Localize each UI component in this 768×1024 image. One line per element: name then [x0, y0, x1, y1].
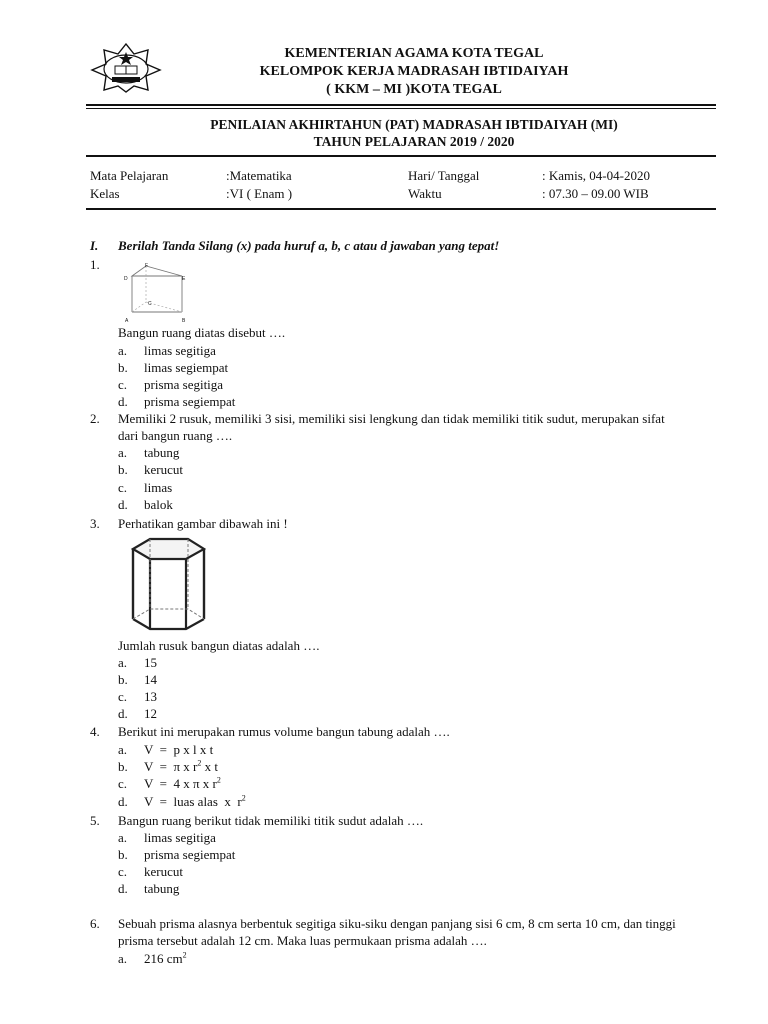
option-c[interactable] — [118, 688, 157, 705]
vertex-label-f: F — [145, 263, 149, 269]
question-5 — [90, 812, 690, 902]
question-text: Bangun ruang diatas disebut …. — [118, 325, 286, 340]
option-letter: d. — [118, 497, 128, 512]
option-text: 12 — [144, 706, 157, 721]
question-text: Memiliki 2 rusuk, memiliki 3 sisi, memiliki sisi lengkung dan tidak memiliki titik sudut, merupakan sifat dari bangun ruang …. — [118, 411, 665, 443]
question-text-2: Jumlah rusuk bangun diatas adalah …. — [118, 638, 320, 653]
option-text: balok — [144, 497, 173, 512]
exponent: 2 — [182, 950, 187, 960]
kelas-value: :VI ( Enam ) — [226, 186, 293, 201]
exponent: 2 — [216, 775, 221, 785]
option-letter: a. — [118, 445, 128, 460]
question-text: Perhatikan gambar dibawah ini ! — [118, 516, 288, 531]
pentagonal-prism-figure — [128, 535, 218, 635]
question-text: Berikut ini merupakan rumus volume bangun tabung adalah …. — [118, 724, 450, 739]
mapel-label: Mata Pelajaran — [90, 168, 169, 183]
option-letter: b. — [118, 360, 128, 375]
option-c[interactable] — [118, 479, 172, 496]
option-b[interactable] — [118, 758, 218, 775]
option-letter: d. — [118, 881, 128, 896]
option-letter: c. — [118, 480, 128, 495]
option-letter: a. — [118, 655, 128, 670]
option-letter: b. — [118, 462, 128, 477]
option-text: 216 cm — [144, 951, 183, 966]
option-a[interactable] — [118, 342, 216, 359]
question-3 — [90, 515, 690, 725]
option-letter: a. — [118, 951, 128, 966]
question-text: Sebuah prisma alasnya berbentuk segitiga siku-siku dengan panjang sisi 6 cm, 8 cm serta 10 cm, dan tinggi prisma tersebut adalah 12 cm. Maka luas permukaan prisma adalah …. — [118, 916, 676, 948]
option-letter: c. — [118, 864, 128, 879]
vertex-label-b: B — [182, 318, 186, 324]
waktu-label: Waktu — [408, 186, 442, 201]
question-number: 3. — [90, 516, 100, 531]
option-c[interactable] — [118, 376, 223, 393]
option-b[interactable] — [118, 846, 235, 863]
option-letter: d. — [118, 394, 128, 409]
option-text: V = luas alas x r — [144, 794, 242, 809]
option-d[interactable] — [118, 880, 179, 897]
option-text: 14 — [144, 672, 157, 687]
option-text: V = p x l x t — [144, 742, 214, 757]
exponent: 2 — [197, 758, 202, 768]
question-number: 2. — [90, 411, 100, 426]
option-a[interactable] — [118, 950, 187, 967]
option-a[interactable] — [118, 654, 157, 671]
exam-year: TAHUN PELAJARAN 2019 / 2020 — [313, 134, 515, 149]
option-d[interactable] — [118, 393, 235, 410]
option-text: kerucut — [144, 462, 183, 477]
option-text: tabung — [144, 445, 180, 460]
option-d[interactable] — [118, 496, 173, 513]
question-4 — [90, 723, 690, 813]
question-6 — [90, 915, 690, 975]
section-number: I. — [90, 238, 99, 253]
kelas-label: Kelas — [90, 186, 120, 201]
title-rule — [86, 155, 716, 157]
option-text: 15 — [144, 655, 157, 670]
option-letter: c. — [118, 689, 128, 704]
header-city: ( KKM – MI )KOTA TEGAL — [326, 82, 502, 97]
vertex-label-d: D — [124, 276, 128, 282]
option-d[interactable] — [118, 705, 157, 722]
option-text: V = π x r — [144, 759, 198, 774]
option-letter: c. — [118, 776, 128, 791]
vertex-label-a: A — [125, 318, 129, 324]
question-number: 6. — [90, 916, 100, 931]
option-letter: a. — [118, 742, 128, 757]
option-text: prisma segiempat — [144, 847, 236, 862]
vertex-label-c: C — [148, 301, 152, 307]
exponent: 2 — [241, 793, 246, 803]
mapel-value: :Matematika — [226, 168, 292, 183]
option-a[interactable] — [118, 829, 216, 846]
option-a[interactable] — [118, 444, 179, 461]
hari-label: Hari/ Tanggal — [408, 168, 480, 183]
option-letter: b. — [118, 672, 128, 687]
option-text: prisma segiempat — [144, 394, 236, 409]
header-kkm: KELOMPOK KERJA MADRASAH IBTIDAIYAH — [259, 64, 569, 79]
question-number: 1. — [90, 257, 100, 272]
option-text: kerucut — [144, 864, 183, 879]
option-b[interactable] — [118, 359, 228, 376]
question-number: 4. — [90, 724, 100, 739]
option-text: limas — [144, 480, 173, 495]
option-text: 13 — [144, 689, 157, 704]
option-letter: a. — [118, 830, 128, 845]
option-text: limas segitiga — [144, 830, 216, 845]
option-b[interactable] — [118, 461, 183, 478]
option-c[interactable] — [118, 775, 221, 792]
option-text: limas segitiga — [144, 343, 216, 358]
option-c[interactable] — [118, 863, 183, 880]
option-letter: d. — [118, 706, 128, 721]
header-rule-thick — [86, 104, 716, 106]
header-ministry: KEMENTERIAN AGAMA KOTA TEGAL — [284, 46, 544, 61]
question-number: 5. — [90, 813, 100, 828]
option-letter: a. — [118, 343, 128, 358]
info-rule — [86, 208, 716, 210]
vertex-label-e: E — [182, 276, 186, 282]
option-text: tabung — [144, 881, 180, 896]
waktu-value: : 07.30 – 09.00 WIB — [542, 186, 649, 201]
option-text: V = 4 x π x r — [144, 776, 217, 791]
question-text: Bangun ruang berikut tidak memiliki titik sudut adalah …. — [118, 813, 424, 828]
option-text: limas segiempat — [144, 360, 229, 375]
option-letter: d. — [118, 794, 128, 809]
option-a[interactable] — [118, 741, 213, 758]
option-letter: c. — [118, 377, 128, 392]
prism-figure-1 — [124, 258, 188, 324]
question-2 — [90, 410, 690, 515]
option-d[interactable] — [118, 793, 246, 810]
option-text: prisma segitiga — [144, 377, 224, 392]
question-1 — [90, 256, 690, 416]
hari-value: : Kamis, 04-04-2020 — [542, 168, 650, 183]
header-rule-thin — [86, 108, 716, 109]
option-b[interactable] — [118, 671, 157, 688]
option-letter: b. — [118, 759, 128, 774]
option-text-tail: x t — [201, 759, 219, 774]
exam-title: PENILAIAN AKHIRTAHUN (PAT) MADRASAH IBTIDAIYAH (MI) — [210, 117, 618, 132]
option-letter: b. — [118, 847, 128, 862]
section-instruction: Berilah Tanda Silang (x) pada huruf a, b, c atau d jawaban yang tepat! — [118, 238, 500, 253]
